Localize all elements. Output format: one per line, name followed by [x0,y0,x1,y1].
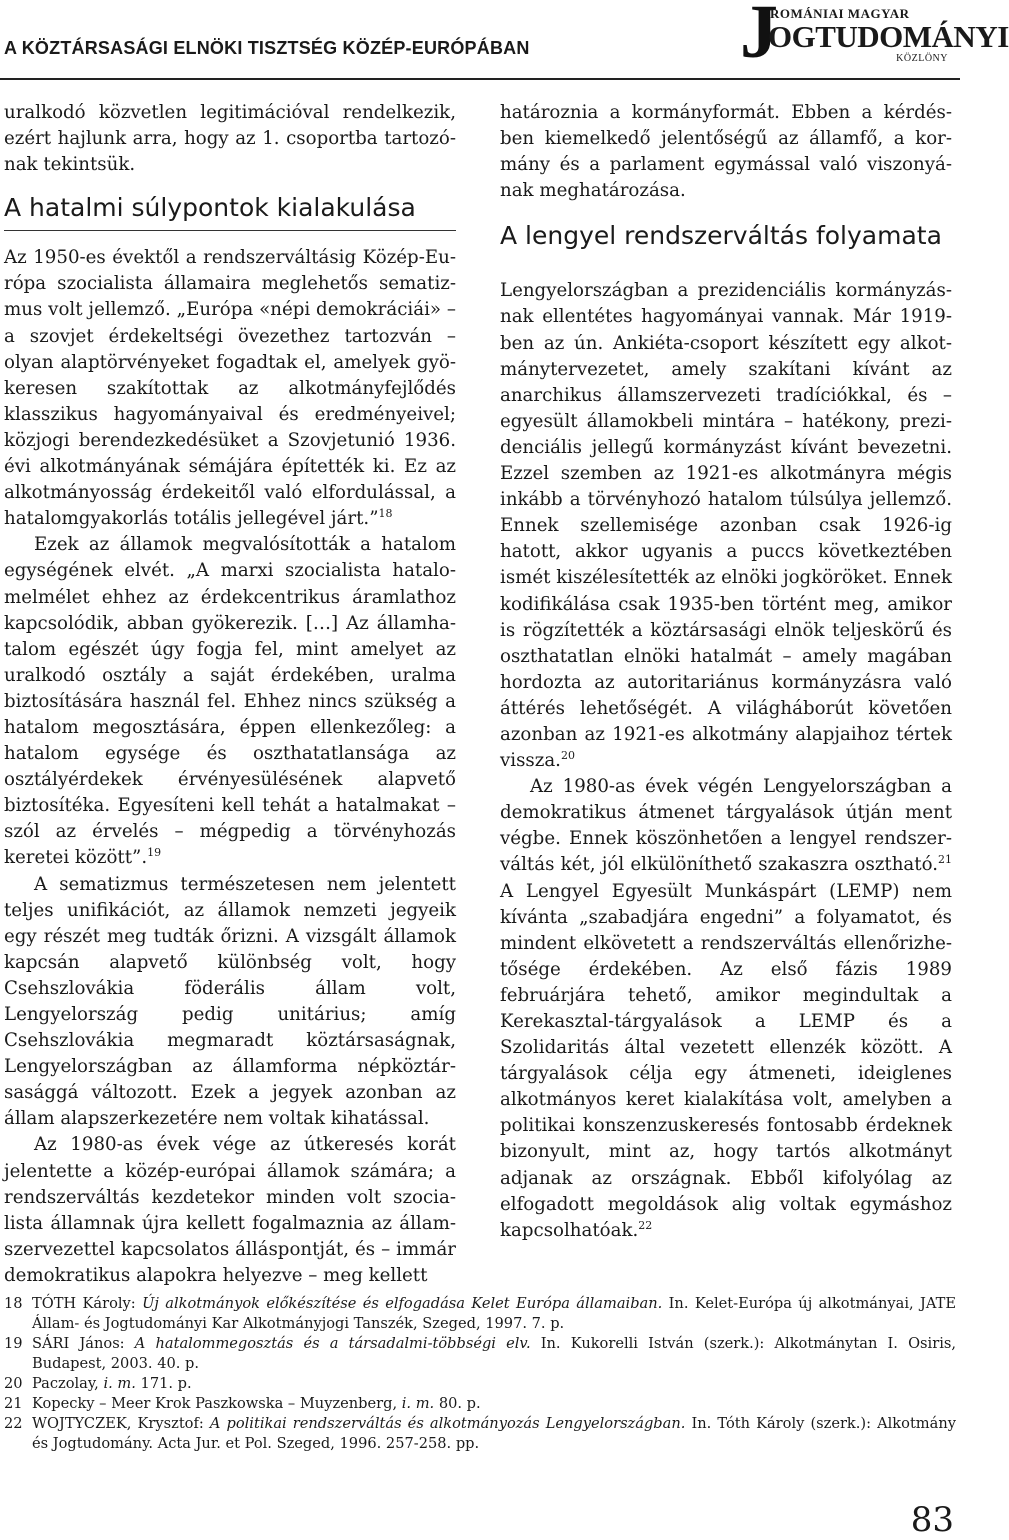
footnote-text [32,1334,956,1374]
footnote-ref-18[interactable]: 18 [378,507,393,521]
right-column [500,100,952,1244]
footnote-text [32,1294,956,1334]
logo-line-mid: OGTUDOMÁNYI [768,19,1009,54]
header-divider [0,78,960,80]
footnote-number: 20 [4,1375,23,1392]
footnote-author: Kopecky – Meer Krok Paszkowska – Muyzenberg, [32,1395,402,1412]
footnote-number: 19 [4,1335,23,1352]
section-heading-lengyel-rendszervaltas: A lengyel rendszerváltás folyamata [500,221,942,251]
footnote-source: 171. p. [135,1375,192,1392]
footnote-source: In. Tóth Károly (szerk.): Alkotmány és Jogtudomány. Acta Jur. et Pol. Szeged, 1996. 257-258. pp. [32,1415,956,1452]
left-paragraph-1: uralkodó közvetlen legitimációval rendelkezik, ezért hajlunk arra, hogy az 1. csoportba tartozónak tekintsük. [4,102,456,176]
right-paragraph-2-text: Lengyelországban a prezidenciális kormányzásnak ellentétes hagyományai vannak. Már 1919-ben az ún. Ankiéta-csoport készített egy alkotmánytervezetet, amely szakítani kívánt az anarchikus államszervezeti tradíciókkal, és – egyesült államokbeli mintára – hatékony, prezidenciális jellegű kormányzást kívánt bevezetni. Ezzel szemben az 1921-es alkotmányra mégis inkább a törvényhozó hatalom túlsúlya jellemző. Ennek szellemisége azonban csak 1926-ig hatott, akkor ugyanis a puccs következtében ismét kiszélesítették az elnöki jogköröket. Ennek kodifikálása csak 1935-ben történt meg, amikor is rögzítették a köztársasági elnök teljeskörű és oszthatatlan elnöki hatalmát – amely magában hordozta az autoritariánus kormányzásra való áttérés lehetőségét. A világháborút követően azonban az 1921-es alkotmány alapjaihoz tértek vissza. [500,280,952,772]
footnote-title: i. m. [401,1395,435,1412]
footnote-author: WOJTYCZEK, Krysztof: [32,1415,210,1432]
section-heading-hatalmi-sulypontok: A hatalmi súlypontok kialakulása [4,192,456,231]
footnote-number: 18 [4,1295,23,1312]
running-header-title: A KÖZTÁRSASÁGI ELNÖKI TISZTSÉG KÖZÉP-EURÓPÁBAN [4,38,530,58]
right-paragraph-3-text: Az 1980-as évek végén Lengyelországban a demokratikus átmenet tárgyalások útján ment végbe. Ennek köszönhetően a lengyel rendszerváltás két, jól elkülöníthető szakaszra osztható. [500,776,952,876]
left-paragraph-5: Az 1980-as évek vége az útkeresés korát jelentette a közép-európai államok számára; a rendszerváltás kezdetekor minden volt szocialista államnak újra kellett fogalmaznia az államszervezettel kapcsolatos álláspontját, és – immár demokratikus alapokra helyezve – meg kellett [4,1134,456,1286]
footnote-source: In. Kelet-Európa új alkotmányai, JATE Állam- és Jogtudományi Kar Alkotmányjogi Tanszék, Szeged, 1997. 7. p. [32,1295,956,1332]
footnote-author: TÓTH Károly: [32,1295,143,1312]
left-paragraph-2 [4,245,456,532]
page-number: 83 [910,1500,954,1540]
footnote-author: SÁRI János: [32,1335,135,1352]
footnote-number: 21 [4,1395,23,1412]
right-paragraph-2 [500,278,952,774]
footnotes [4,1294,956,1454]
footnote-author: Paczolay, [32,1375,104,1392]
footnote-text [32,1414,956,1454]
footnote-ref-22[interactable]: 22 [638,1218,653,1232]
footnote-number: 22 [4,1415,23,1432]
left-paragraph-4: A sematizmus természetesen nem jelentett teljes unifikációt, az államok nemzeti jegyeik egy részét meg tudták őrizni. A vizsgált államok kapcsán alapvető különbség volt, hogy Csehszlovákia föderális állam volt, Lengyelország pedig unitárius; amíg Csehszlovákia megmaradt köztársaságnak, Lengyelországban az államforma népköztársasággá változott. Ezek a jegyek azonban az állam alapszerkezetére nem voltak kihatással. [4,873,456,1130]
footnote-title: i. m. [103,1375,136,1392]
footnote-source: 80. p. [434,1395,481,1412]
footnote-ref-19[interactable]: 19 [147,846,162,860]
left-paragraph-3 [4,532,456,871]
right-paragraph-3 [500,774,952,1244]
footnote-text [32,1374,956,1394]
footnote-ref-20[interactable]: 20 [560,749,575,762]
logo-big-letter: J [740,0,778,74]
logo-line-top: ROMÁNIAI MAGYAR [770,6,910,21]
footnote-item [4,1374,956,1394]
footnote-source: In. Kukorelli István (szerk.): Alkotmánytan I. Osiris, Budapest, 2003. 40. p. [32,1335,956,1372]
left-paragraph-3-text: Ezek az államok megvalósították a hatalom egységének elvét. „A marxi szocialista hatalomelmélet ehhez az érdekcentrikus áramlathoz kapcsolódik, abban gyökerezik. […] Az államhatalom egészét úgy fogja fel, mint amelyet az uralkodó osztály a saját érdekében, uralma biztosítására használ fel. Ehhez nincs szükség a hatalom megosztására, éppen ellenkezőleg: a hatalom egysége és oszthatatlansága az osztályérdekek érvényesülésének alapvető biztosítéka. Egyesíteni kell tehát a hatalmakat – szól az érvelés – mégpedig a törvényhozás keretei között”. [4,534,456,869]
footnote-title: A hatalommegosztás és a társadalmi-többségi elv. [134,1335,531,1352]
left-column [4,100,456,1289]
footnote-item [4,1394,956,1414]
footnote-title: A politikai rendszerváltás és alkotmányozás Lengyelországban. [209,1415,686,1432]
logo-line-bottom: KÖZLÖNY [896,53,948,64]
footnote-ref-21[interactable]: 21 [938,853,952,867]
journal-logo [740,0,1009,74]
right-paragraph-3b-text: A Lengyel Egyesült Munkáspárt (LEMP) nem kívánta „szabadjára engedni” a folyamatot, és mindent elkövetett a rendszerváltás ellenőrizhetősége érdekében. Az első fázis 1989 februárjára tehető, amikor megindultak a Kerekasztal-tárgyalások a LEMP és a Szolidaritás által vezetett ellenzék között. A tárgyalások célja egy átmeneti, ideiglenes alkotmányos keret kialakítása volt, amelyben a politikai konszenzuskeresés fontosabb érdeknek bizonyult, mint az, hogy tartós alkotmányt adjanak az országnak. Ebből kifolyólag az elfogadott megoldások alig voltak egymáshoz kapcsolhatóak. [500,880,952,1241]
left-paragraph-2-text: Az 1950-es évektől a rendszerváltásig Közép-Európa szocialista államaira meglehetős sematizmus volt jellemző. „Európa «népi demokráciái» – a szovjet érdekeltségi övezethez tartozván – olyan alaptörvényeket fogadtak el, amelyek gyökeresen szakítottak az alkotmányfejlődés klasszikus hagyományaival és eredményeivel; közjogi berendezkedésüket a Szovjetunió 1936. évi alkotmányának sémájára építették ki. Ez az alkotmányosság érdekeitől való elfordulással, a hatalomgyakorlás totális jellegével járt.” [4,247,456,530]
footnote-item [4,1334,956,1374]
footnote-item [4,1294,956,1334]
right-paragraph-1: határoznia a kormányformát. Ebben a kérdésben kiemelkedő jelentőségű az államfő, a kormány és a parlament egymással való viszonyának meghatározása. [500,102,952,202]
footnote-text [32,1394,956,1414]
footnote-item [4,1414,956,1454]
footnote-title: Új alkotmányok előkészítése és elfogadása Kelet Európa államaiban. [142,1295,663,1312]
